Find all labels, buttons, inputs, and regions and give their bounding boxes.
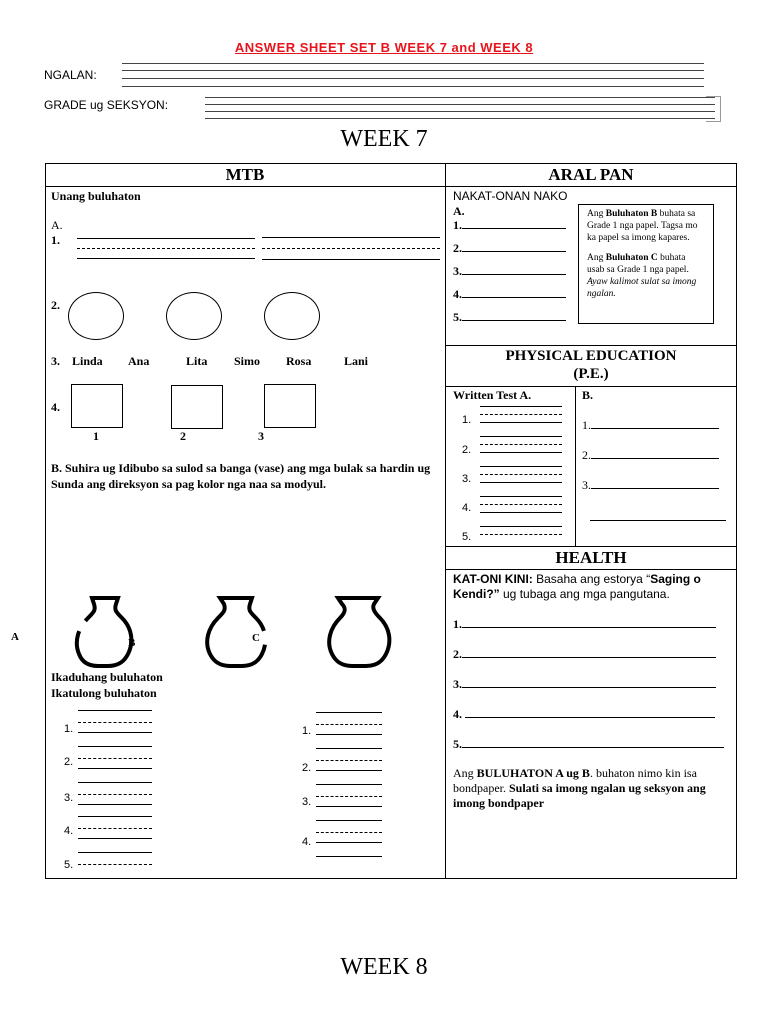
aral-pan-num-5: 5. [453, 310, 566, 325]
list-num: 2. [302, 762, 312, 774]
pe-b-num-1: 1. [582, 418, 719, 433]
mtb-circle-3 [264, 292, 320, 340]
health-num-4: 4. [453, 707, 715, 722]
name-label: NGALAN: [44, 68, 97, 82]
list-num: 3. [302, 796, 312, 808]
aral-pan-num-2: 2. [453, 241, 566, 256]
health-num-2: 2. [453, 647, 716, 662]
health-header-divider [446, 569, 736, 570]
mtb-box-2 [171, 385, 223, 429]
mtb-name-ana: Ana [128, 354, 150, 368]
grade-box-edge [706, 96, 721, 122]
list-num: 4. [64, 825, 74, 837]
mtb-dash-1c [262, 248, 440, 249]
aral-pan-note-2: Ang Buluhaton C buhata usab sa Grade 1 nga papel. Ayaw kalimot sulat sa imong ngalan. [587, 253, 697, 299]
mtb-line-1a [77, 238, 255, 239]
list-num: 4. [302, 836, 312, 848]
mtb-line-1b [77, 258, 255, 259]
mtb-box-3 [264, 384, 316, 428]
pe-part-b: B. [582, 388, 594, 402]
list-num: 1. [302, 725, 312, 737]
mtb-box-1 [71, 384, 123, 428]
list-num: 2. [64, 756, 74, 768]
list-num: 1. [64, 723, 74, 735]
answer-sheet-title: ANSWER SHEET SET B WEEK 7 and WEEK 8 [234, 40, 534, 55]
mtb-second-task: Ikaduhang buluhaton [51, 670, 163, 684]
vase-label-b: B [128, 637, 136, 649]
week8-title: WEEK 8 [340, 954, 428, 980]
aral-pan-num-1: 1. [453, 218, 566, 233]
pe-b-num-2: 2. [582, 448, 719, 463]
name-line-2 [122, 70, 704, 71]
mtb-first-task: Unang buluhaton [51, 189, 141, 203]
aral-pan-subheading: NAKAT-ONAN NAKO [453, 189, 568, 203]
name-line-4 [122, 86, 704, 87]
grade-line-1 [205, 97, 715, 98]
mtb-name-linda: Linda [72, 354, 103, 368]
vase-label-a: A [11, 631, 19, 643]
mtb-third-task-list [300, 708, 400, 868]
health-num-5: 5. [453, 737, 724, 752]
list-num: 1. [462, 414, 472, 426]
mtb-second-task-list [62, 706, 162, 876]
aral-pan-part-a: A. [453, 204, 465, 218]
week7-title: WEEK 7 [340, 126, 428, 152]
mtb-part-a: A. [51, 218, 63, 232]
health-footer-instructions: Ang BULUHATON A ug B. buhaton nimo kin isa bondpaper. Sulati sa imong ngalan ug seksyon ang imong bondpaper [453, 766, 706, 810]
aral-pan-note-1: Ang Buluhaton B buhata sa Grade 1 nga papel. Tagsa mo ka papel sa imong kapares. [587, 209, 698, 243]
vase-c-outline [200, 592, 280, 672]
vase-a-outline [70, 592, 150, 672]
list-num: 3. [64, 792, 74, 804]
pe-b-extra-line [590, 520, 726, 521]
aral-pan-note-box [578, 204, 714, 324]
aral-pan-num-4: 4. [453, 287, 566, 302]
pe-written-test-list [462, 402, 572, 542]
aral-pan-num-3: 3. [453, 264, 566, 279]
pe-written-test: Written Test A. [453, 388, 532, 402]
grade-section-label: GRADE ug SEKSYON: [44, 98, 169, 112]
aral-pan-heading: ARAL PAN [548, 165, 634, 184]
mtb-circle-1 [68, 292, 124, 340]
pe-column-divider [575, 386, 576, 546]
name-line-1 [122, 63, 704, 64]
mtb-circle-2 [166, 292, 222, 340]
mtb-box-label-3: 3 [258, 429, 264, 443]
mtb-name-lani: Lani [344, 354, 369, 368]
health-intro: KAT-ONI KINI: Basaha ang estorya “Saging o Kendi?” ug tubaga ang mga pangutana. [453, 572, 701, 601]
mtb-heading: MTB [225, 165, 265, 184]
grade-line-2 [205, 104, 715, 105]
mtb-name-rosa: Rosa [286, 354, 312, 368]
mtb-name-lita: Lita [186, 354, 208, 368]
list-num: 5. [462, 531, 472, 543]
health-num-3: 3. [453, 677, 716, 692]
pe-heading-line-2: (P.E.) [573, 366, 609, 382]
vase-label-c: C [252, 632, 260, 644]
grade-line-4 [205, 118, 715, 119]
pe-header-divider [446, 386, 736, 387]
mtb-dash-1a [77, 248, 255, 249]
list-num: 3. [462, 473, 472, 485]
list-num: 5. [64, 859, 74, 871]
mtb-part-b-instructions: B. Suhira ug Idibubo sa sulod sa banga (vase) ang mga bulak sa hardin ug Sunda ang direksyon sa pag kolor nga naa sa modyul. [51, 461, 431, 491]
mtb-name-simo: Simo [234, 354, 261, 368]
grade-line-3 [205, 111, 715, 112]
mtb-box-label-2: 2 [180, 429, 186, 443]
health-divider [446, 546, 736, 547]
name-line-3 [122, 78, 704, 79]
mtb-line-1c [262, 237, 440, 238]
health-heading: HEALTH [555, 548, 627, 567]
pe-b-num-3: 3. [582, 478, 719, 493]
table-header-divider [45, 186, 736, 187]
pe-heading-line-1: PHYSICAL EDUCATION [505, 348, 677, 364]
mtb-num-4: 4. [51, 400, 60, 414]
mtb-line-1d [262, 259, 440, 260]
mtb-num-1: 1. [51, 233, 60, 247]
health-num-1: 1. [453, 617, 716, 632]
pe-divider [446, 345, 736, 346]
mtb-num-2: 2. [51, 298, 60, 312]
table-center-divider [445, 163, 446, 878]
mtb-third-task: Ikatulong buluhaton [51, 686, 157, 700]
mtb-box-label-1: 1 [93, 429, 99, 443]
list-num: 2. [462, 444, 472, 456]
mtb-num-3: 3. [51, 354, 60, 368]
pe-heading [446, 347, 736, 383]
list-num: 4. [462, 502, 472, 514]
vase-3-outline [322, 592, 402, 672]
